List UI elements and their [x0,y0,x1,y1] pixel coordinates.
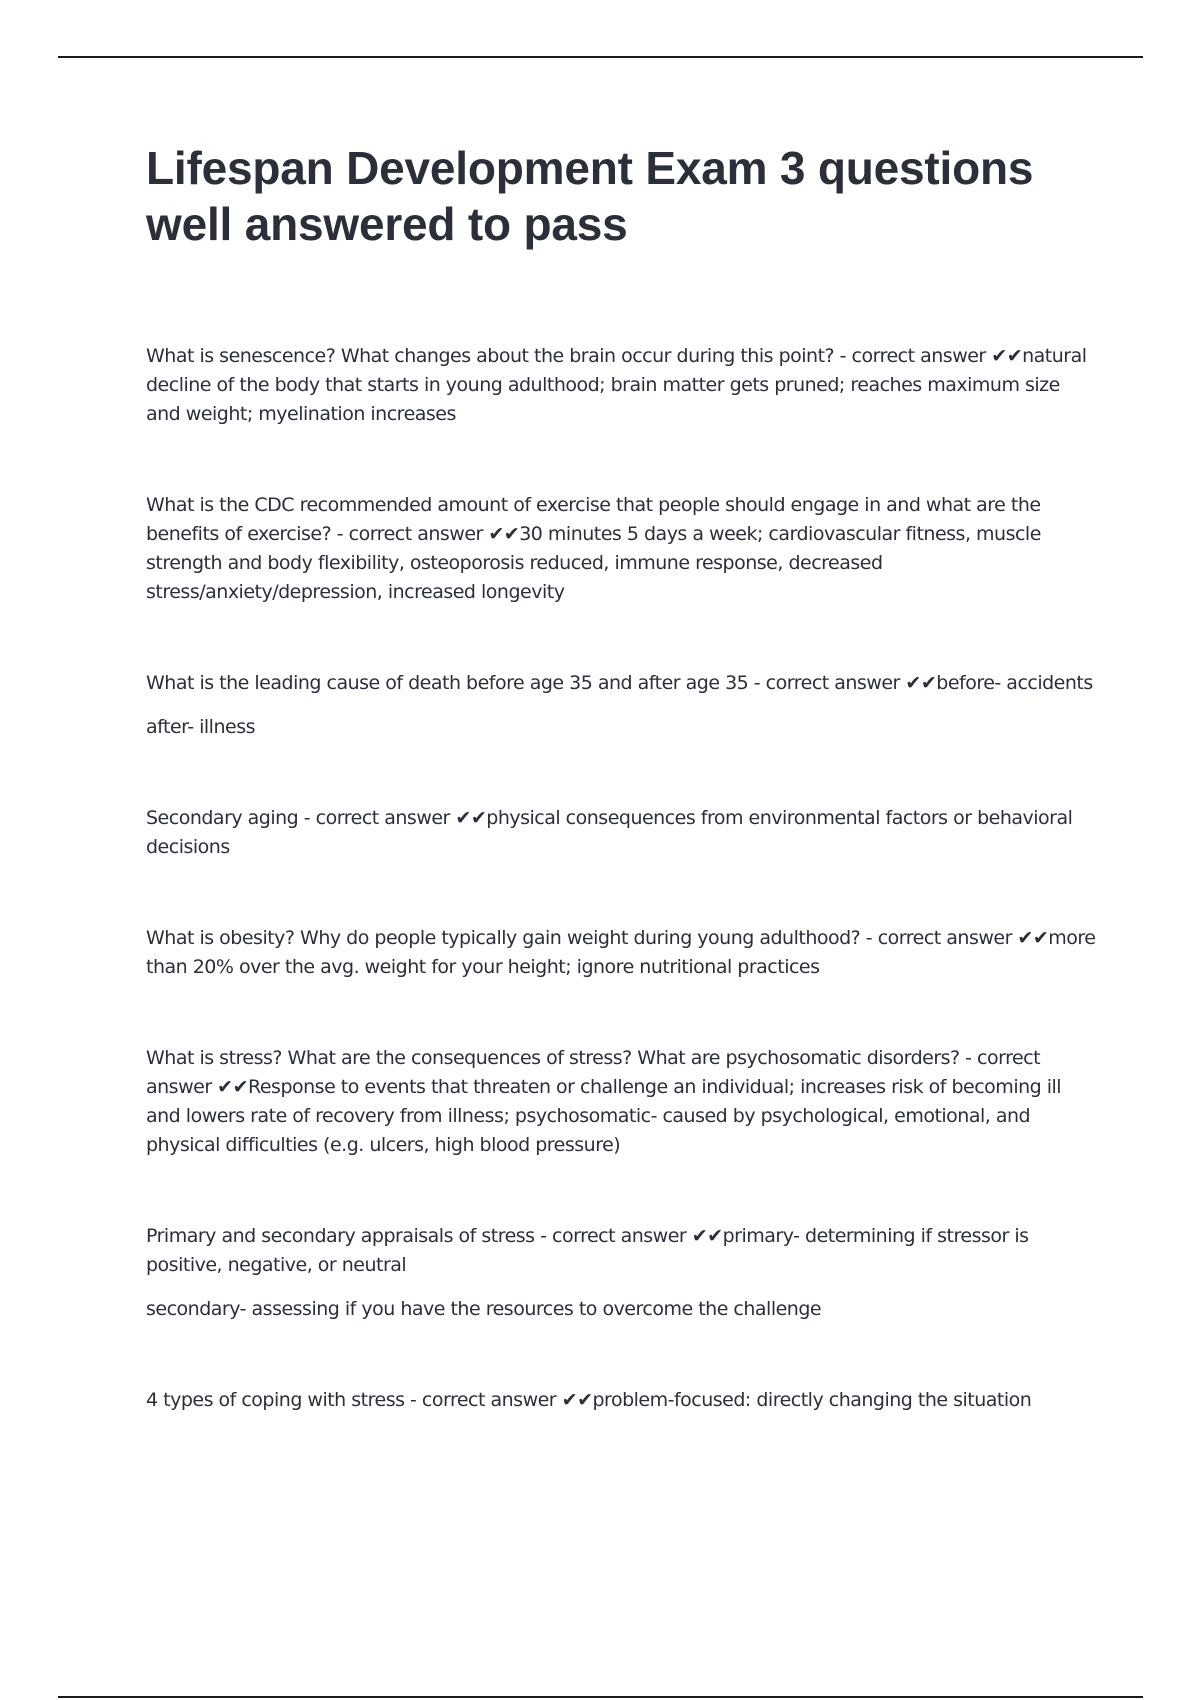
qa-item [146,1222,1096,1324]
qa-item [146,924,1096,982]
qa-text-continued: after- illness [146,716,255,738]
qa-text: 4 types of coping with stress - correct answer ✔✔problem-focused: directly changing the situation [146,1389,1032,1411]
qa-text: Primary and secondary appraisals of stress - correct answer ✔✔primary- determining if stressor is positive, negative, or neutral [146,1225,1029,1276]
qa-item [146,1386,1096,1415]
qa-item [146,342,1096,429]
qa-item [146,669,1096,742]
document-title: Lifespan Development Exam 3 questions well answered to pass [146,142,1034,250]
qa-item [146,491,1096,607]
qa-text-continued: secondary- assessing if you have the resources to overcome the challenge [146,1298,822,1320]
qa-text: Secondary aging - correct answer ✔✔physical consequences from environmental factors or behavioral decisions [146,807,1073,858]
qa-text: What is obesity? Why do people typically gain weight during young adulthood? - correct answer ✔✔more than 20% over the avg. weight for your height; ignore nutritional practices [146,927,1096,978]
qa-text: What is senescence? What changes about the brain occur during this point? - correct answer ✔✔natural decline of the body that starts in young adulthood; brain matter gets pruned; reaches maximum size and weight; myelination increases [146,345,1087,425]
document-body [146,140,1096,1477]
bottom-rule [58,1696,1143,1698]
qa-text: What is stress? What are the consequences of stress? What are psychosomatic disorders? - correct answer ✔✔Response to events that threaten or challenge an individual; increases risk of becoming ill and lowers rate of recovery from illness; psychosomatic- caused by psychological, emotional, and physical difficulties (e.g. ulcers, high blood pressure) [146,1047,1062,1156]
qa-item [146,804,1096,862]
qa-text: What is the leading cause of death before age 35 and after age 35 - correct answer ✔✔before- accidents [146,672,1093,694]
top-rule [58,56,1143,58]
qa-text: What is the CDC recommended amount of exercise that people should engage in and what are the benefits of exercise? - correct answer ✔✔30 minutes 5 days a week; cardiovascular fitness, muscle strength and body flexibility, osteoporosis reduced, immune response, decreased stress/anxiety/depression, increased longevity [146,494,1041,603]
qa-list [146,342,1096,1415]
qa-item [146,1044,1096,1160]
